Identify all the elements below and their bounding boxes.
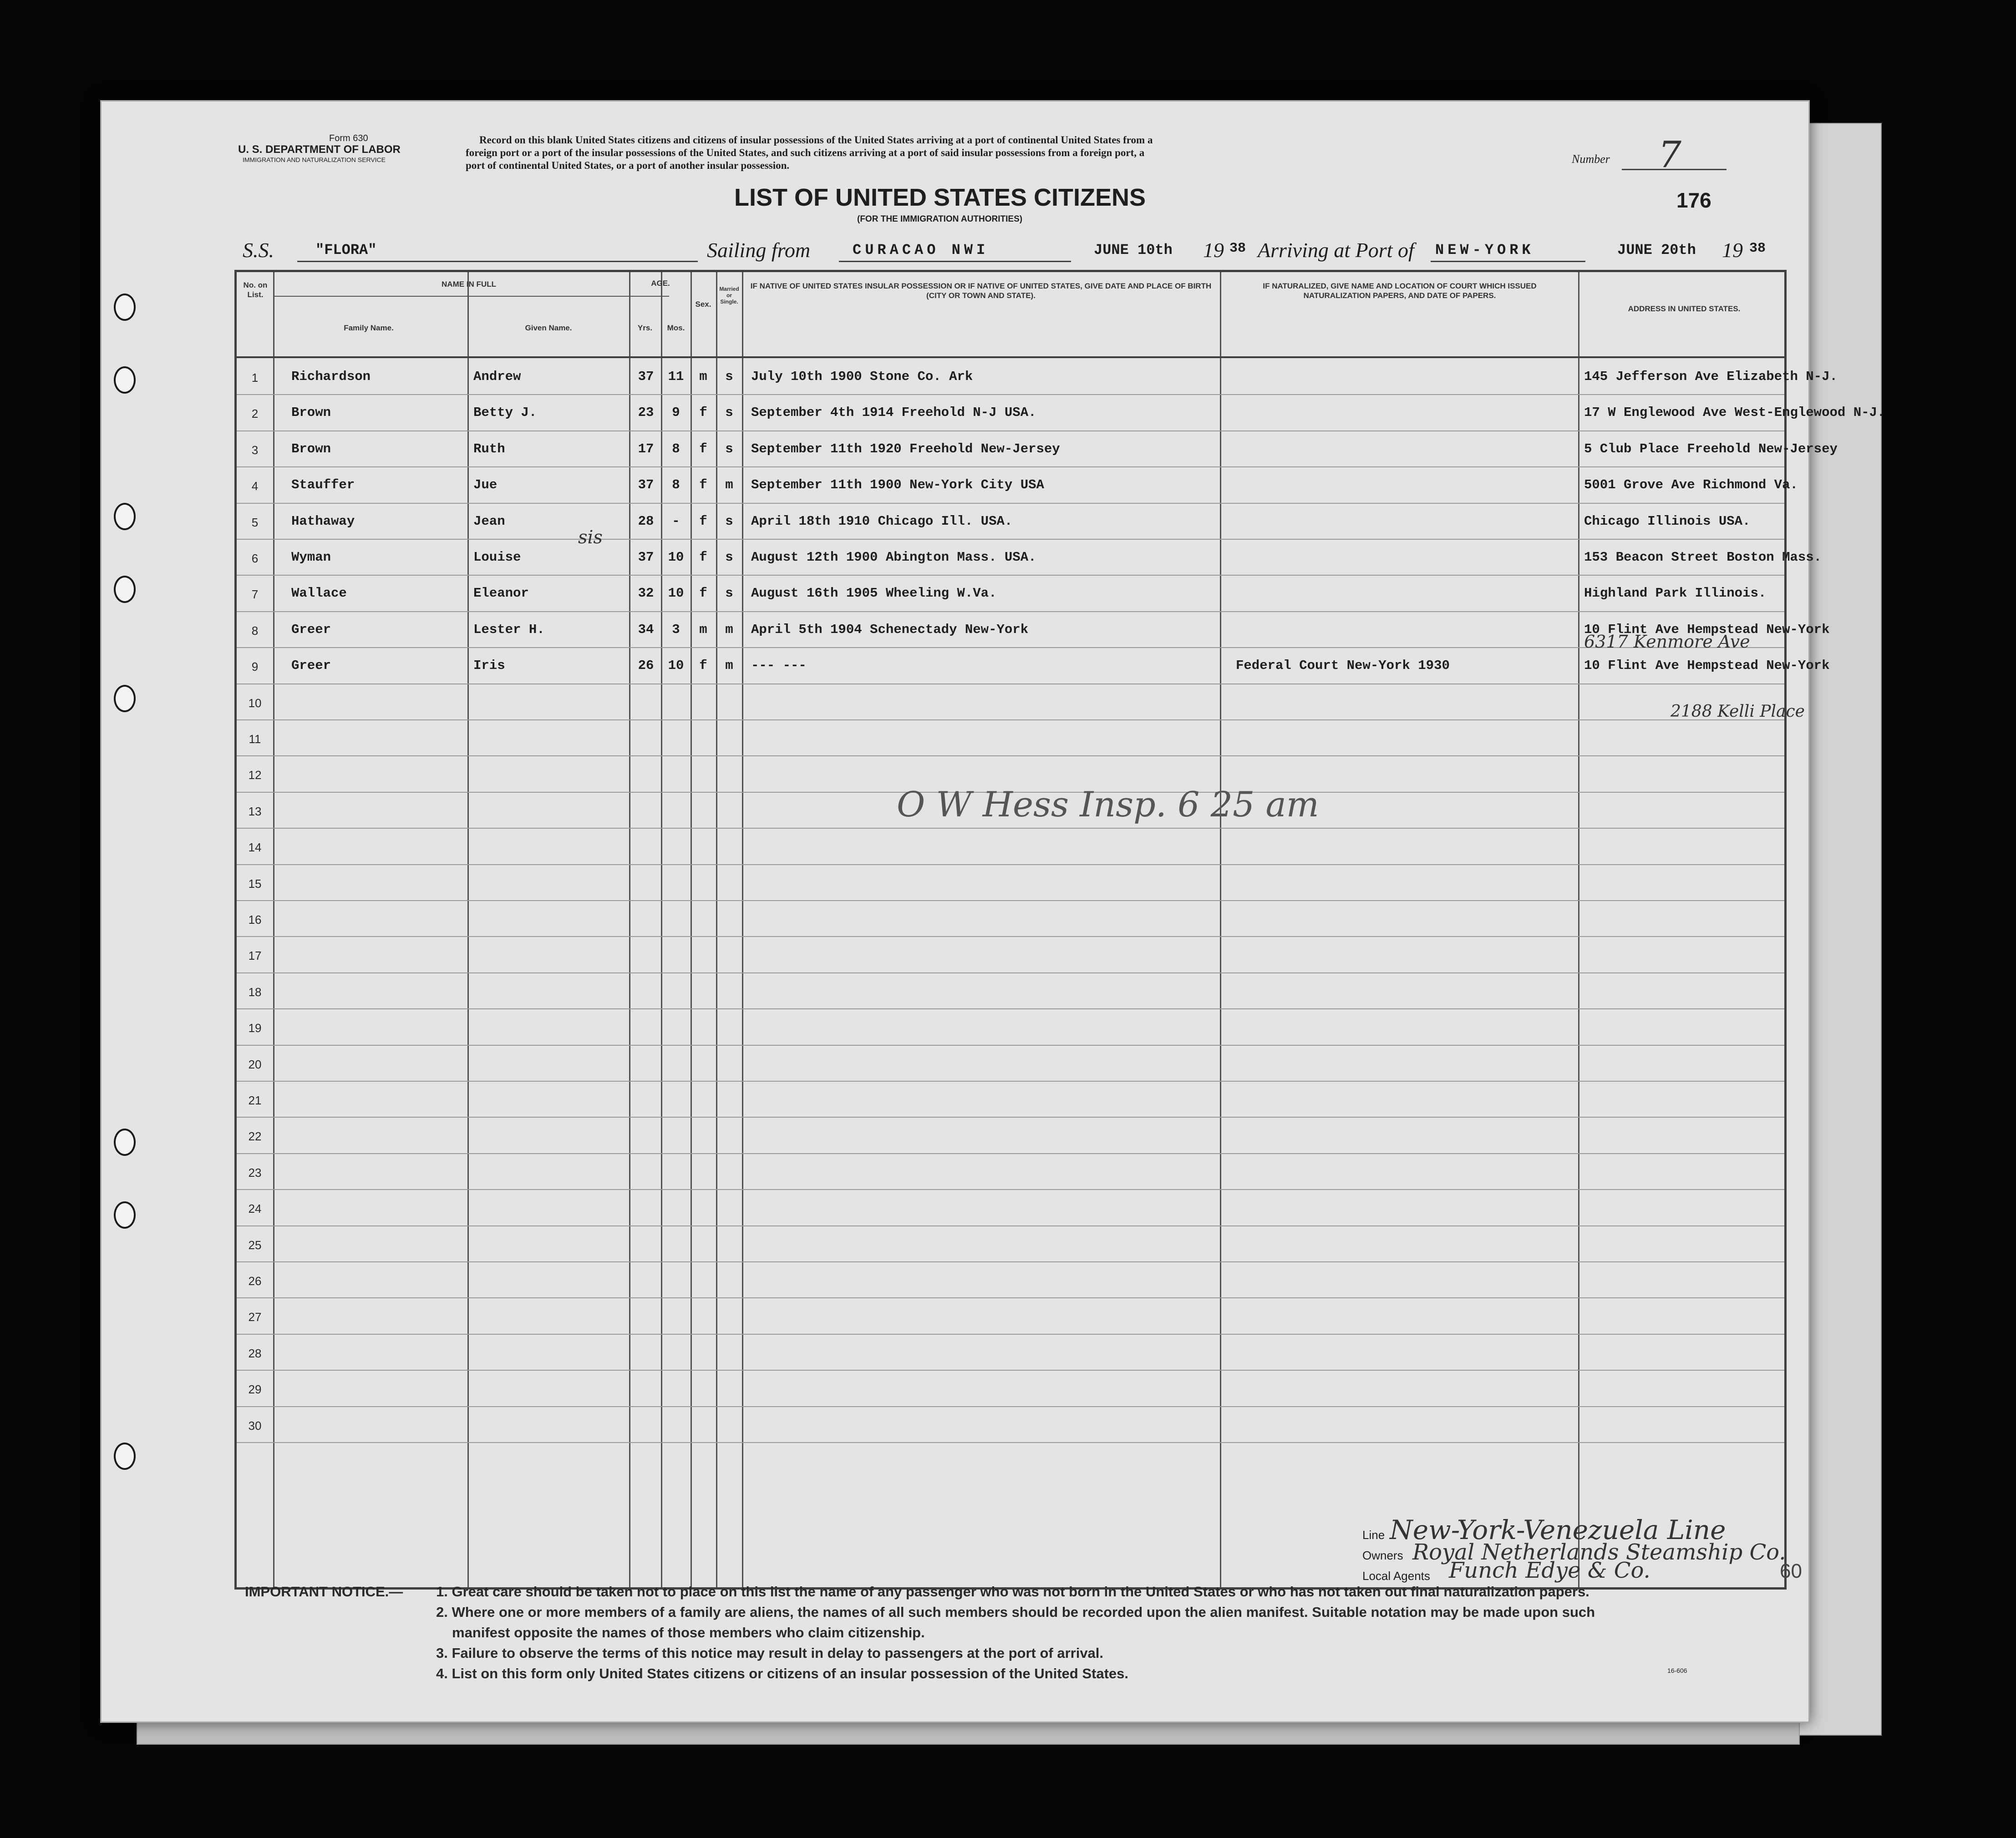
row-rule [237, 719, 1784, 720]
row-number: 25 [248, 1238, 262, 1252]
cell-yrs: 17 [638, 441, 654, 456]
punch-hole [114, 366, 136, 394]
col-given-name: Given Name. [525, 324, 572, 332]
row-number: 2 [251, 407, 259, 421]
cell-address: 5 Club Place Freehold New-Jersey [1584, 441, 1838, 456]
cell-yrs: 26 [638, 658, 654, 673]
cell-marital: s [725, 513, 733, 529]
agents-label: Local Agents [1362, 1569, 1430, 1583]
instruction-line-1: Record on this blank United States citizens and citizens of insular possessions of the United States arriving at a port of continental United States from a [479, 134, 1153, 146]
cell-birth: --- --- [751, 658, 807, 673]
row-number: 4 [251, 479, 259, 493]
cell-marital: m [725, 477, 733, 493]
row-number: 23 [248, 1165, 262, 1180]
col-naturalized: IF NATURALIZED, GIVE NAME AND LOCATION OF COURT WHICH ISSUED NATURALIZATION PAPERS, AND DATE OF PAPERS. [1263, 282, 1537, 300]
row-number: 19 [248, 1021, 262, 1035]
department-label: U. S. DEPARTMENT OF LABOR [238, 143, 401, 156]
cell-mos: 10 [668, 550, 684, 565]
row-rule [237, 1225, 1784, 1226]
row-rule [237, 1297, 1784, 1298]
page-number: 176 [1676, 188, 1711, 212]
name-header-divider [273, 296, 669, 297]
line-label: Line [1362, 1528, 1385, 1542]
col-divider [742, 272, 743, 1587]
row-number: 21 [248, 1094, 262, 1107]
row-rule [237, 1081, 1784, 1082]
sailing-label: Sailing from [707, 238, 811, 262]
row-rule [237, 394, 1784, 395]
depart-year-prefix: 19 [1203, 238, 1224, 262]
cell-given: Eleanor [473, 586, 529, 601]
notice-item-2: 2. Where one or more members of a family are aliens, the names of all such members should be recorded upon the alien manifest. Suitable notation may be made upon such [436, 1604, 1595, 1620]
cell-given: Ruth [473, 441, 505, 456]
row-rule [237, 503, 1784, 504]
cell-marital: s [725, 441, 733, 456]
row-rule [237, 430, 1784, 431]
row-rule [237, 1008, 1784, 1009]
row-rule [237, 1442, 1784, 1443]
form-number: Form 630 [329, 133, 368, 143]
page-title: LIST OF UNITED STATES CITIZENS [734, 184, 1146, 211]
corner-number: 60 [1780, 1560, 1802, 1582]
row-rule [237, 864, 1784, 865]
row-rule [237, 647, 1784, 648]
col-divider [691, 272, 692, 1587]
notice-item-2-cont: manifest opposite the names of those members who claim citizenship. [452, 1625, 925, 1641]
cell-family: Hathaway [291, 513, 355, 529]
row-number: 7 [251, 587, 259, 602]
row-number: 24 [248, 1202, 262, 1216]
cell-mos: 8 [672, 477, 680, 493]
cell-sex: f [699, 405, 707, 420]
notice-heading: IMPORTANT NOTICE.— [245, 1584, 403, 1600]
row-number: 12 [248, 768, 262, 782]
col-married: Married or Single. [719, 286, 739, 305]
row-rule [237, 1261, 1784, 1262]
cell-address: Chicago Illinois USA. [1584, 513, 1751, 529]
cell-family: Wyman [291, 550, 331, 565]
cell-yrs: 37 [638, 369, 654, 384]
row-number: 18 [248, 985, 262, 999]
punch-hole [114, 294, 136, 321]
row-number: 26 [248, 1274, 262, 1288]
row-rule [237, 1045, 1784, 1046]
header-bottom-rule [237, 356, 1784, 358]
cell-sex: f [699, 586, 707, 601]
row-rule [237, 1334, 1784, 1335]
row-rule [237, 900, 1784, 901]
col-no: No. on List. [243, 281, 268, 299]
cell-family: Brown [291, 441, 331, 456]
row-number: 17 [248, 949, 262, 963]
cell-given: Betty J. [473, 405, 537, 420]
cell-given: Jean [473, 513, 505, 529]
col-name-in-full: NAME IN FULL [442, 280, 496, 289]
punch-hole [114, 1201, 136, 1229]
cell-given: Jue [473, 477, 498, 493]
cell-sex: f [699, 441, 707, 456]
ship-name: "FLORA" [315, 242, 377, 258]
row-number: 10 [248, 696, 262, 710]
ship-underline [297, 261, 698, 262]
cell-birth: July 10th 1900 Stone Co. Ark [751, 369, 973, 384]
cell-given: Louise [473, 550, 521, 565]
cell-sex: f [699, 477, 707, 493]
row-rule [237, 1153, 1784, 1154]
row-rule [237, 972, 1784, 973]
cell-address: 10 Flint Ave Hempstead New-York [1584, 622, 1830, 637]
row-number: 27 [248, 1310, 262, 1324]
arrival-year-prefix: 19 [1722, 238, 1743, 262]
row-rule [237, 611, 1784, 612]
cell-given: Lester H. [473, 622, 545, 637]
cell-mos: 8 [672, 441, 680, 456]
col-divider [1220, 272, 1221, 1587]
row-rule [237, 539, 1784, 540]
row-number: 5 [251, 515, 259, 529]
col-mos: Mos. [667, 324, 685, 332]
handwritten-address-5: 6317 Kenmore Ave [1584, 632, 1750, 652]
notice-item-4: 4. List on this form only United States citizens or citizens of an insular possession of the United States. [436, 1666, 1128, 1681]
punch-hole [114, 1443, 136, 1470]
cell-family: Stauffer [291, 477, 355, 493]
depart-date: JUNE 10th [1094, 242, 1173, 258]
owners-value: Royal Netherlands Steamship Co. [1412, 1539, 1786, 1565]
cell-marital: s [725, 586, 733, 601]
arrival-date: JUNE 20th [1617, 242, 1696, 258]
cell-yrs: 28 [638, 513, 654, 529]
cell-address: 145 Jefferson Ave Elizabeth N-J. [1584, 369, 1838, 384]
cell-address: 5001 Grove Ave Richmond Va. [1584, 477, 1798, 493]
ss-label: S.S. [243, 238, 274, 262]
notice-item-1: 1. Great care should be taken not to place on this list the name of any passenger who was not born in the United States or who has not taken out final naturalization papers. [436, 1584, 1589, 1600]
cell-family: Richardson [291, 369, 371, 384]
cell-yrs: 32 [638, 586, 654, 601]
cell-marital: s [725, 550, 733, 565]
depart-year: 38 [1229, 241, 1246, 256]
cell-mos: 10 [668, 658, 684, 673]
cell-birth: August 12th 1900 Abington Mass. USA. [751, 550, 1036, 565]
col-birth: IF NATIVE OF UNITED STATES INSULAR POSSESSION OR IF NATIVE OF UNITED STATES, GIVE DATE AND PLACE OF BIRTH (CITY OR TOWN AND STATE). [750, 282, 1212, 300]
handwritten-address-7: 2188 Kelli Place [1671, 702, 1805, 721]
arrival-port: NEW-YORK [1435, 242, 1534, 258]
col-address: ADDRESS IN UNITED STATES. [1628, 304, 1741, 313]
row-number: 8 [251, 623, 259, 638]
row-number: 14 [248, 841, 262, 855]
row-rule [237, 466, 1784, 467]
col-divider [661, 272, 662, 1587]
cell-yrs: 34 [638, 622, 654, 637]
port-underline [1431, 261, 1585, 262]
row-number: 30 [248, 1418, 262, 1433]
row-rule [237, 1370, 1784, 1371]
cell-marital: m [725, 658, 733, 673]
passenger-table [234, 270, 1885, 1590]
punch-hole [114, 1129, 136, 1156]
col-divider [629, 272, 630, 1587]
cell-sex: m [699, 369, 707, 384]
cell-marital: s [725, 369, 733, 384]
inspector-signature: O W Hess Insp. 6 25 am [897, 784, 1319, 825]
cell-marital: s [725, 405, 733, 420]
row-number: 3 [251, 443, 259, 457]
row-number: 6 [251, 552, 259, 565]
row-number: 13 [248, 804, 262, 818]
cell-address: 10 Flint Ave Hempstead New-York [1584, 658, 1830, 673]
row-number: 20 [248, 1057, 262, 1071]
cell-birth: April 5th 1904 Schenectady New-York [751, 622, 1029, 637]
instruction-line-3: port of continental United States, or a port of another insular possession. [466, 160, 790, 171]
cell-yrs: 37 [638, 550, 654, 565]
punch-hole [114, 503, 136, 530]
cell-mos: 3 [672, 622, 680, 637]
row-number: 9 [251, 660, 259, 674]
cell-yrs: 23 [638, 405, 654, 420]
row-rule [237, 1189, 1784, 1190]
line-value: New-York-Venezuela Line [1390, 1514, 1726, 1545]
col-yrs: Yrs. [637, 324, 653, 332]
cell-given: Andrew [473, 369, 521, 384]
cell-mos: 11 [668, 369, 684, 384]
row-number: 11 [249, 732, 261, 746]
handwritten-sis-mark: sis [578, 527, 603, 548]
cell-birth: April 18th 1910 Chicago Ill. USA. [751, 513, 1013, 529]
cell-address: 17 W Englewood Ave West-Englewood N-J. [1584, 405, 1885, 420]
row-number: 15 [248, 876, 262, 891]
origin-underline [839, 261, 1071, 262]
row-rule [237, 828, 1784, 829]
row-rule [237, 936, 1784, 937]
cell-family: Wallace [291, 586, 347, 601]
instruction-line-2: foreign port or a port of the insular possessions of the United States, and such citizens arriving at a port of said insular possessions from a foreign port, a [466, 147, 1145, 158]
cell-family: Greer [291, 622, 331, 637]
row-number: 16 [248, 913, 262, 927]
cell-sex: m [699, 622, 707, 637]
col-divider [716, 272, 717, 1587]
number-label: Number [1572, 152, 1610, 166]
origin-port: CURACAO NWI [853, 242, 989, 258]
cell-mos: - [672, 513, 680, 529]
cell-mos: 9 [672, 405, 680, 420]
cell-birth: September 4th 1914 Freehold N-J USA. [751, 405, 1036, 420]
arrival-year: 38 [1749, 241, 1766, 256]
col-family-name: Family Name. [344, 324, 394, 332]
cell-address: Highland Park Illinois. [1584, 586, 1767, 601]
cell-sex: f [699, 658, 707, 673]
cell-sex: f [699, 513, 707, 529]
row-number: 28 [248, 1346, 262, 1360]
punch-hole [114, 685, 136, 712]
cell-address: 153 Beacon Street Boston Mass. [1584, 550, 1822, 565]
cell-family: Greer [291, 658, 331, 673]
cell-birth: August 16th 1905 Wheeling W.Va. [751, 586, 997, 601]
cell-sex: f [699, 550, 707, 565]
col-divider [467, 272, 469, 1587]
row-number: 29 [248, 1382, 262, 1397]
arriving-label: Arriving at Port of [1258, 238, 1414, 262]
cell-family: Brown [291, 405, 331, 420]
cell-birth: September 11th 1920 Freehold New-Jersey [751, 441, 1060, 456]
notice-item-3: 3. Failure to observe the terms of this notice may result in delay to passengers at the port of arrival. [436, 1645, 1104, 1661]
cell-birth: September 11th 1900 New-York City USA [751, 477, 1044, 493]
service-label: IMMIGRATION AND NATURALIZATION SERVICE [243, 156, 386, 163]
row-rule [237, 575, 1784, 576]
number-value: 7 [1658, 133, 1681, 176]
col-divider [273, 272, 274, 1587]
manifest-sheet [100, 100, 1885, 1723]
punch-hole [114, 576, 136, 603]
row-number: 1 [251, 371, 259, 385]
row-rule [237, 755, 1784, 756]
row-rule [237, 1406, 1784, 1407]
col-divider [1578, 272, 1579, 1587]
page-subtitle: (FOR THE IMMIGRATION AUTHORITIES) [857, 214, 1023, 224]
cell-naturalized: Federal Court New-York 1930 [1236, 658, 1450, 673]
row-number: 22 [248, 1129, 262, 1144]
owners-label: Owners [1362, 1549, 1403, 1562]
row-rule [237, 1117, 1784, 1118]
agents-value: Funch Edye & Co. [1449, 1558, 1650, 1583]
cell-yrs: 37 [638, 477, 654, 493]
cell-given: Iris [473, 658, 505, 673]
cell-mos: 10 [668, 586, 684, 601]
col-age: AGE. [651, 279, 670, 288]
print-code: 16-606 [1667, 1667, 1687, 1674]
col-sex: Sex. [695, 300, 711, 309]
cell-marital: m [725, 622, 733, 637]
